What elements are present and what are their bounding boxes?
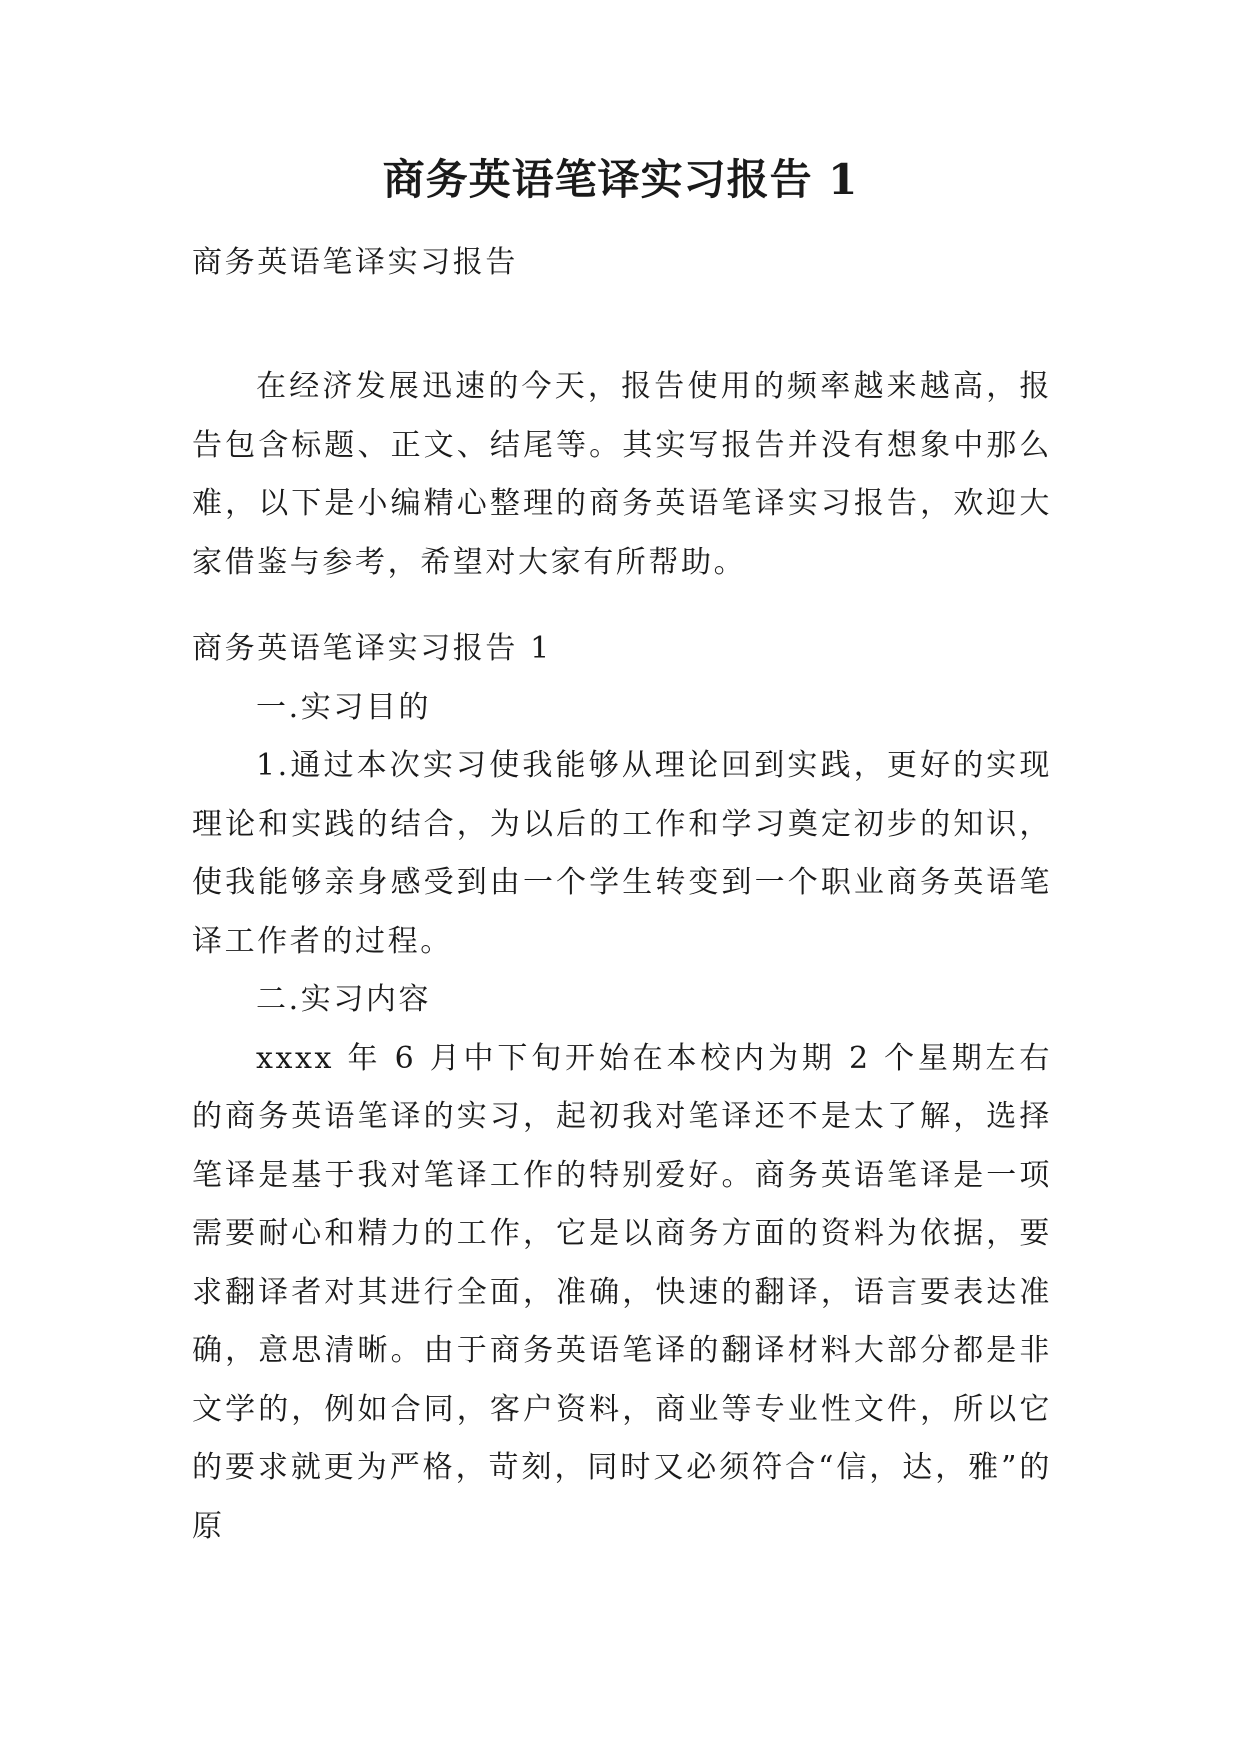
intro-paragraph: 在经济发展迅速的今天，报告使用的频率越来越高，报告包含标题、正文、结尾等。其实写报告并没有想象中那么难，以下是小编精心整理的商务英语笔译实习报告，欢迎大家借鉴与参考，希望对大家有所帮助。 bbox=[192, 369, 1052, 580]
report-section bbox=[192, 620, 1052, 1556]
section-heading: 商务英语笔译实习报告 1 bbox=[192, 631, 552, 666]
part1-heading: 一.实习目的 bbox=[256, 689, 432, 725]
part2-heading: 二.实习内容 bbox=[256, 982, 432, 1017]
part2-paragraph: xxxx 年 6 月中下旬开始在本校内为期 2 个星期左右的商务英语笔译的实习，起初我对笔译还不是太了解，选择笔译是基于我对笔译工作的特别爱好。商务英语笔译是一项需要耐心和精力的工作，它是以商务方面的资料为依据，要求翻译者对其进行全面，准确，快速的翻译，语言要表达准确，意思清晰。由于商务英语笔译的翻译材料大部分都是非文学的，例如合同，客户资料，商业等专业性文件，所以它的要求就更为严格，苛刻，同时又必须符合“信，达，雅”的原 bbox=[192, 1040, 1052, 1544]
document-title: 商务英语笔译实习报告 1 bbox=[382, 155, 859, 204]
part1-paragraph: 1.通过本次实习使我能够从理论回到实践，更好的实现理论和实践的结合，为以后的工作和学习奠定初步的知识，使我能够亲身感受到由一个学生转变到一个职业商务英语笔译工作者的过程。 bbox=[192, 748, 1052, 959]
document-subtitle: 商务英语笔译实习报告 bbox=[192, 245, 518, 280]
